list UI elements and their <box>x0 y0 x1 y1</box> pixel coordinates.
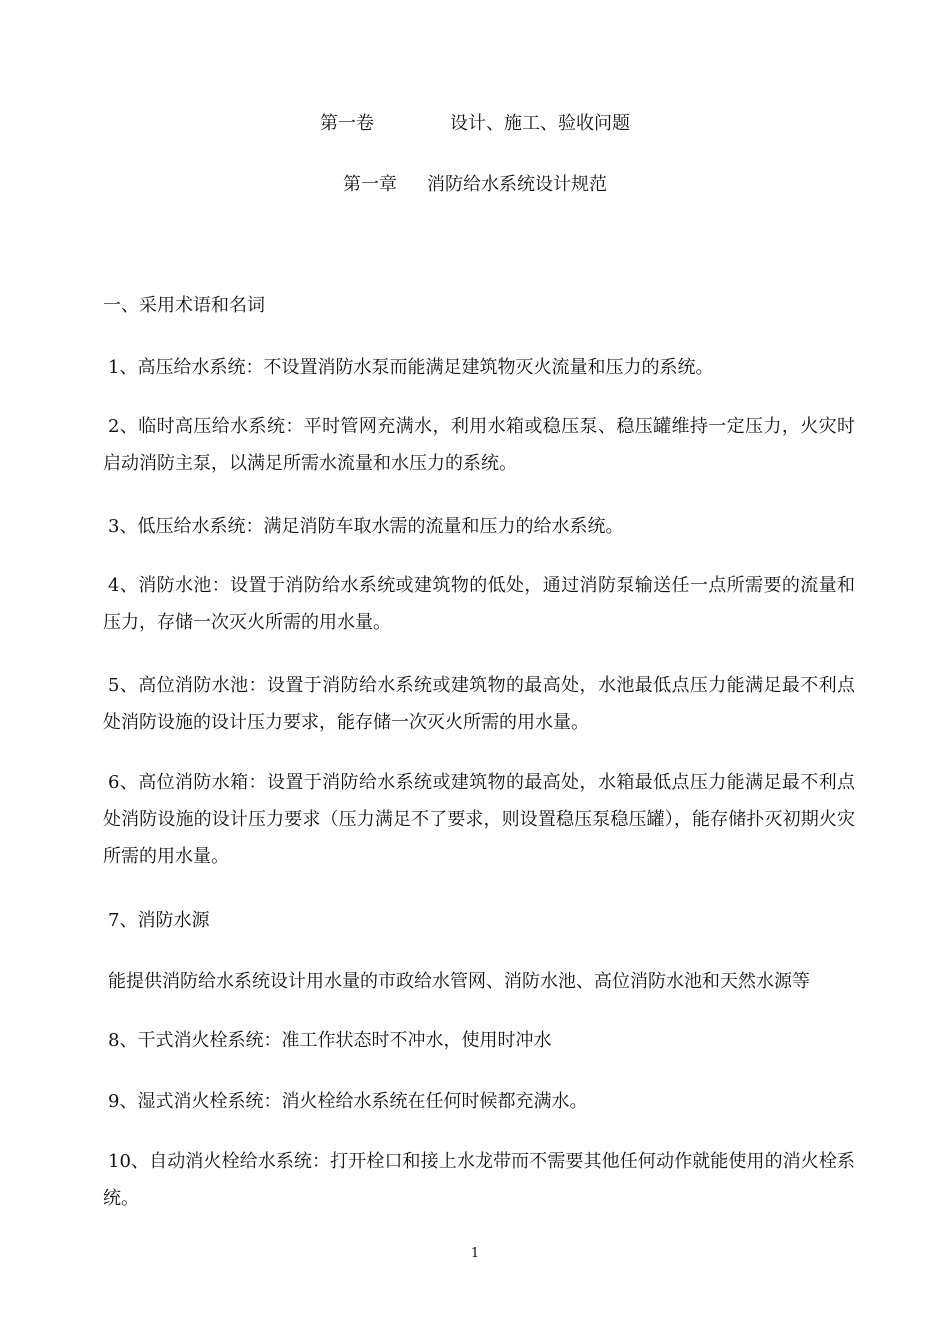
paragraph-item-10 <box>103 1143 855 1217</box>
paragraph-item-4 <box>103 567 855 641</box>
paragraph-item-3 <box>103 508 855 545</box>
paragraph-item-9 <box>103 1083 855 1120</box>
volume-label: 第一卷 <box>320 113 374 134</box>
paragraph-text: 10、自动消火栓给水系统：打开栓口和接上水龙带而不需要其他任何动作就能使用的消火栓系统。 <box>103 1151 855 1209</box>
page-number: 1 <box>470 1246 480 1261</box>
paragraph-item-7 <box>103 902 855 939</box>
paragraph-text: 6、高位消防水箱：设置于消防给水系统或建筑物的最高处，水箱最低点压力能满足最不利点处消防设施的设计压力要求（压力满足不了要求，则设置稳压泵稳压罐），能存储扑灭初期火灾所需的用水量。 <box>103 772 855 867</box>
paragraph-text: 2、临时高压给水系统：平时管网充满水，利用水箱或稳压泵、稳压罐维持一定压力，火灾时启动消防主泵，以满足所需水流量和水压力的系统。 <box>103 416 855 474</box>
section-title-text: 一、采用术语和名词 <box>103 295 265 316</box>
paragraph-item-8 <box>103 1022 855 1059</box>
paragraph-text: 5、高位消防水池：设置于消防给水系统或建筑物的最高处，水池最低点压力能满足最不利点处消防设施的设计压力要求，能存储一次灭火所需的用水量。 <box>103 675 855 733</box>
paragraph-text: 3、低压给水系统：满足消防车取水需的流量和压力的给水系统。 <box>108 516 624 537</box>
paragraph-item-7-detail <box>103 963 860 1000</box>
volume-title: 设计、施工、验收问题 <box>450 113 630 134</box>
paragraph-text: 7、消防水源 <box>108 910 210 931</box>
chapter-label: 第一章 <box>343 174 397 195</box>
volume-heading <box>0 112 950 136</box>
paragraph-item-6 <box>103 764 855 875</box>
paragraph-text: 8、干式消火栓系统：准工作状态时不冲水，使用时冲水 <box>108 1030 552 1051</box>
section-title <box>103 287 855 324</box>
paragraph-text: 9、湿式消火栓系统：消火栓给水系统在任何时候都充满水。 <box>108 1091 588 1112</box>
paragraph-item-2 <box>103 408 855 482</box>
paragraph-text: 能提供消防给水系统设计用水量的市政给水管网、消防水池、高位消防水池和天然水源等 <box>108 971 810 992</box>
chapter-heading <box>0 173 950 197</box>
paragraph-text: 1、高压给水系统：不设置消防水泵而能满足建筑物灭火流量和压力的系统。 <box>108 357 714 378</box>
paragraph-text: 4、消防水池：设置于消防给水系统或建筑物的低处，通过消防泵输送任一点所需要的流量和压力，存储一次灭火所需的用水量。 <box>103 575 855 633</box>
paragraph-item-5 <box>103 667 855 741</box>
chapter-title: 消防给水系统设计规范 <box>427 174 607 195</box>
paragraph-item-1 <box>103 349 855 386</box>
